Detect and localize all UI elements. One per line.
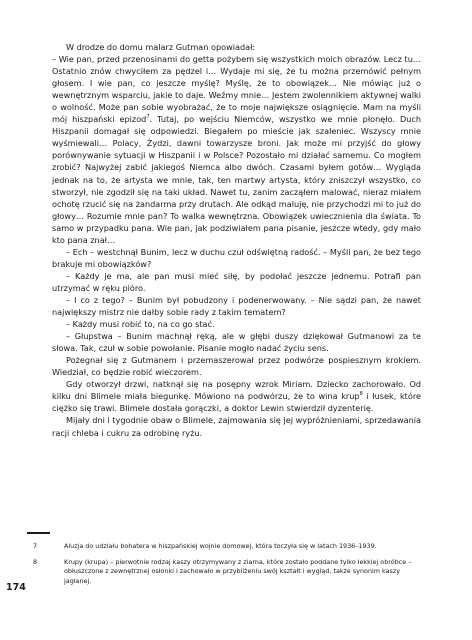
text-run: Pożegnał się z Gutmanem i przemaszerował przez podwórze pospiesznym krokiem. Wiedział, co będzie robić wieczorem. (52, 355, 421, 378)
text-run: Gdy otworzył drzwi, natknął się na posępny wzrok Miriam. Dziecko zachorowało. Od kilku dni Blimele miała biegunkę. Mówiono na podwórzu, że to wina krup (52, 379, 421, 402)
footnote-number: 8 (33, 558, 38, 567)
text-run: Mijały dni i tygodnie obaw o Blimele, zajmowania się jej wypróżnieniami, sprzedawania racji chleba i cukru za odrobinę ryżu. (52, 415, 421, 438)
paragraph (52, 294, 421, 318)
paragraph (52, 354, 421, 378)
paragraph (52, 270, 421, 294)
footnote-reference[interactable]: 7 (146, 114, 150, 121)
text-run: i łusek, które ciężko się trawi. Blimele dostała gorączki, a doktor Lewin stwierdził dyzenterię. (52, 391, 421, 414)
paragraph (52, 53, 421, 246)
text-run: W drodze do domu malarz Gutman opowiadał: (66, 42, 256, 52)
footnote-text: Aluzja do udziału bohatera w hiszpańskiej wojnie domowej, która toczyła się w latach 1936–1939. (64, 542, 377, 550)
footnotes (27, 542, 421, 593)
paragraph (52, 246, 421, 270)
text-run: . Tutaj, po wejściu Niemców, wszystko we mnie płonęło. Duch Hiszpanii domagał się odpowiedzi. Biegałem po mieście jak szaleniec. Wszyscy mnie wyśmiewali… Polacy, Żydzi, dawni towarzysze broni. Jak może mi przyjść do głowy porównywanie sytuacji w Hiszpanii i w Polsce? Pozostało mi działać samemu. Co mogłem zrobić? Najwyżej zabić jakiegoś Niemca albo dwóch. Czasami byłem gotów… Wygląda jednak na to, że artysta we mnie, tak, ten martwy artysta, który zniszczył wszystko, co stworzył, nie zgodził się na taki układ. Nawet tu, zanim zacząłem malować, nieraz miałem ochotę rzucić się na żandarma przy drutach. Ale odkąd maluję, nie przychodzi mi to już do głowy… Rozumie mnie pan? To walka wewnętrzna. Obowiązek uwiecznienia dla świata. To samo w przypadku pana. Wie pan, jak podziwiałem pana pisanie, jeszcze wtedy, gdy mało kto pana znał… (52, 114, 421, 245)
text-run: – Każdy je ma, ale pan musi mieć siłę, by podołać jeszcze jednemu. Potrafi pan utrzymać w ręku pióro. (52, 270, 421, 293)
footnote (27, 542, 421, 551)
text-run: – I co z tego? – Bunim był pobudzony i podenerwowany. – Nie sądzi pan, że nawet największy mistrz nie dałby sobie rady z takim tematem? (52, 294, 421, 318)
footnote-reference[interactable]: 8 (359, 391, 363, 398)
footnote (27, 558, 421, 586)
page-number: 174 (6, 582, 26, 593)
paragraph (52, 378, 421, 414)
paragraph (52, 414, 421, 438)
body-text (52, 41, 421, 439)
text-run: – Każdy musi robić to, na co go stać. (66, 319, 215, 330)
text-run: – Głupstwa – Bunim machnął ręką, ale w głębi duszy dziękował Gutmanowi za te słowa. Tak, czuł w sobie powołanie. Pisanie mogło nadać życiu sens. (52, 331, 421, 354)
paragraph (52, 330, 421, 354)
paragraph (52, 318, 421, 330)
text-run: – Wie pan, przed przenosinami do getta pożybem się wszystkich moich obrazów. Lecz tu… Ostatnio znów chwyciłem za pędzel i… Wydaje mi się, że tu można przemówić pełnym głosem. I wie pan, co jeszcze myślę? Myślę, że to obowiązek… Nie mówiąc już o wewnętrznym wsparciu, jakie to daje. Weźmy mnie… Jestem zwolennikiem aktywnej walki o wolność. Może pan sobie wyobrażać, że to moje największe osiągnięcie. Mam na myśli mój hiszpański epizod (52, 54, 421, 125)
paragraph (52, 41, 421, 53)
text-run: – Ech – westchnął Bunim, lecz w duchu czuł odświętną radość. – Myśli pan, że bez tego brakuje mi obowiązków? (52, 246, 421, 269)
footnote-text: Krupy (krupa) – pierwotnie rodzaj kaszy otrzymywany z ziarna, które zostało poddane tylko lekkiej obróbce – obłuszczone z zewnętrznej osłonki i zachowało w przybliżeniu swój kształt i wygląd, także synonim kaszy jaglanej. (64, 558, 412, 585)
footnote-number: 7 (33, 542, 38, 550)
footnote-separator (27, 532, 50, 534)
